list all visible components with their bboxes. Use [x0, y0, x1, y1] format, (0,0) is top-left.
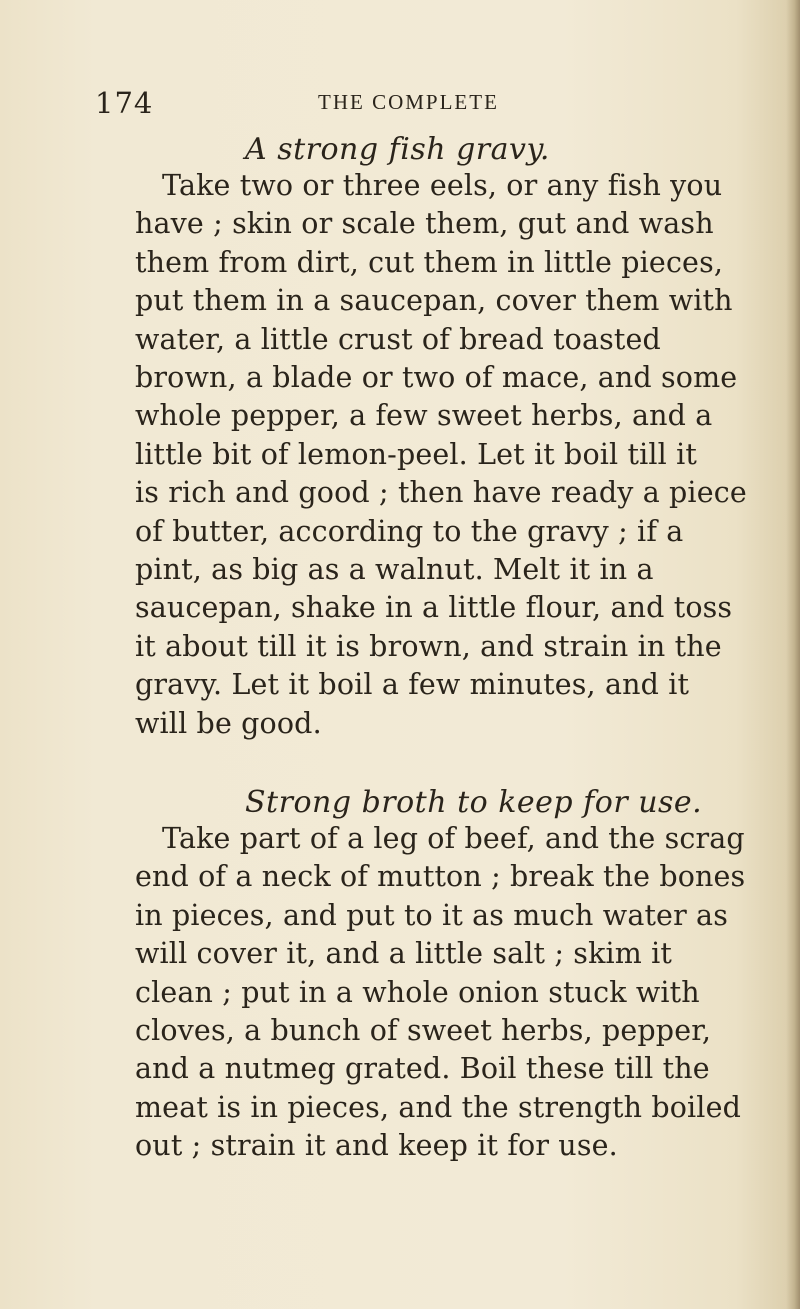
text-line: cloves, a bunch of sweet herbs, pepper,	[135, 1014, 712, 1048]
text-line: it about till it is brown, and strain in the	[135, 629, 722, 663]
text-line: meat is in pieces, and the strength boiled	[135, 1090, 741, 1124]
text-line: will cover it, and a little salt ; skim it	[135, 937, 673, 971]
recipe-heading: Strong broth to keep for use.	[245, 785, 703, 820]
text-line: saucepan, shake in a little flour, and toss	[135, 591, 733, 625]
text-line: gravy. Let it boil a few minutes, and it	[135, 668, 690, 702]
text-line: will be good.	[135, 706, 322, 740]
text-line: Take two or three eels, or any fish you	[162, 169, 723, 202]
text-line: in pieces, and put to it as much water as	[135, 898, 728, 932]
text-line: Take part of a leg of beef, and the scrag	[162, 822, 745, 855]
page-number: 174	[95, 86, 154, 120]
text-line: is rich and good ; then have ready a piece	[135, 476, 747, 510]
text-line: whole pepper, a few sweet herbs, and a	[135, 399, 713, 433]
text-line: water, a little crust of bread toasted	[135, 322, 661, 356]
text-line: end of a neck of mutton ; break the bones	[135, 860, 746, 894]
text-line: clean ; put in a whole onion stuck with	[135, 975, 700, 1009]
text-line: have ; skin or scale them, gut and wash	[135, 207, 714, 241]
page-header	[95, 86, 795, 126]
text-line: them from dirt, cut them in little pieces,	[135, 245, 724, 279]
text-line: out ; strain it and keep it for use.	[135, 1129, 618, 1163]
recipe-heading: A strong fish gravy.	[245, 132, 550, 167]
text-line: of butter, according to the gravy ; if a	[135, 514, 684, 548]
recipe-body	[135, 820, 775, 1166]
text-line: put them in a saucepan, cover them with	[135, 284, 733, 318]
text-line: brown, a blade or two of mace, and some	[135, 361, 738, 395]
page-edge-shadow	[786, 0, 800, 1309]
text-line: little bit of lemon-peel. Let it boil till it	[135, 437, 697, 471]
text-line: and a nutmeg grated. Boil these till the	[135, 1052, 710, 1086]
text-line: pint, as big as a walnut. Melt it in a	[135, 553, 654, 587]
recipe-body	[135, 167, 775, 743]
running-head: THE COMPLETE	[318, 90, 499, 114]
